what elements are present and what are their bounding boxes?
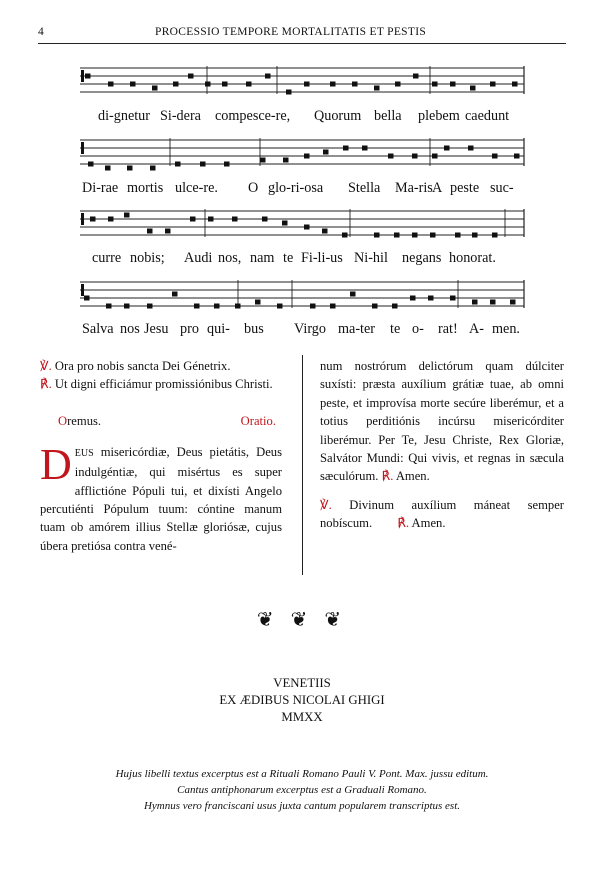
prayer-text: misericórdiæ, Deus pietátis, Deus indulgéntiæ, qui misértus es super afflictióne Pópuli tui, et dixísti Angelo percutiénti Pópulum tuum: cóntine manum tuam ob amórem illius Stellæ gloriósæ, cujus úbera pretiósa contra vené- xyxy=(40,444,282,553)
neume xyxy=(472,300,478,305)
neume xyxy=(310,304,316,309)
neume xyxy=(413,74,419,79)
colophon-line-3: Hymnus vero franciscani usus juxta cantum popularem transcriptus est. xyxy=(143,800,461,812)
neume xyxy=(85,74,91,79)
versicle-text: Ora pro nobis sancta Dei Génetrix. xyxy=(54,359,231,373)
neume xyxy=(510,300,516,305)
neume xyxy=(88,162,94,167)
neume xyxy=(430,233,436,238)
syllable: bella xyxy=(374,108,402,124)
oremus-initial: O xyxy=(58,413,68,428)
staff-4 xyxy=(80,280,524,309)
neume xyxy=(130,82,136,87)
neume xyxy=(232,217,238,222)
syllable: Virgo xyxy=(294,321,326,337)
final-amen: Amen. xyxy=(411,516,446,531)
fleuron-ornament: ❦ ❦ ❦ xyxy=(256,609,348,631)
versicle xyxy=(40,357,282,375)
neume xyxy=(147,229,153,234)
neume xyxy=(235,304,241,309)
response xyxy=(40,375,282,393)
syllable: Audi xyxy=(184,250,213,266)
syllable: honorat. xyxy=(449,250,496,266)
neume xyxy=(283,158,289,163)
neume xyxy=(432,82,438,87)
right-column xyxy=(320,357,564,533)
oremus-rest: remus. xyxy=(67,413,102,428)
neume xyxy=(428,296,434,301)
neume xyxy=(205,82,211,87)
colophon-line-2: Cantus antiphonarum excerptus est a Graduali Romano. xyxy=(177,784,427,796)
neume xyxy=(152,86,158,91)
neume xyxy=(374,86,380,91)
oremus-line xyxy=(40,412,282,430)
column-divider xyxy=(302,355,303,575)
syllable: nos, xyxy=(218,250,242,266)
neume xyxy=(322,229,328,234)
neume xyxy=(450,296,456,301)
neume xyxy=(512,82,518,87)
syllable: compesce-re, xyxy=(215,108,291,124)
neume xyxy=(362,146,368,151)
neume xyxy=(286,90,292,95)
imprint-city: VENETIIS xyxy=(273,676,331,690)
neume xyxy=(472,233,478,238)
syllable: rat! xyxy=(438,321,458,337)
neume xyxy=(470,86,476,91)
neume xyxy=(395,82,401,87)
imprint-press: EX ÆDIBUS NICOLAI GHIGI xyxy=(219,693,385,707)
neume xyxy=(90,217,96,222)
staff-2 xyxy=(80,138,524,171)
syllable: qui- xyxy=(207,321,230,337)
neume xyxy=(394,233,400,238)
neume xyxy=(450,82,456,87)
syllable: nobis; xyxy=(130,250,165,266)
neume xyxy=(492,154,498,159)
syllable: di-gnetur xyxy=(98,108,151,124)
syllable: Ni-hil xyxy=(354,250,388,266)
syllable: o- xyxy=(412,321,424,337)
neume xyxy=(468,146,474,151)
clef xyxy=(81,284,84,296)
music-staves xyxy=(0,0,604,345)
syllable: Salva xyxy=(82,321,114,337)
versicle-symbol: ℣. xyxy=(40,359,52,373)
neume xyxy=(194,304,200,309)
neume xyxy=(255,300,261,305)
neume xyxy=(410,296,416,301)
colophon-line-1: Hujus libelli textus excerptus est a Rituali Romano Pauli V. Pont. Max. jussu editum. xyxy=(115,768,489,780)
syllable: Quorum xyxy=(314,108,362,124)
syllable: caedunt xyxy=(465,108,510,124)
neume xyxy=(165,229,171,234)
neume xyxy=(84,296,90,301)
syllable: Si-dera xyxy=(160,108,201,124)
neume xyxy=(147,304,153,309)
clef xyxy=(81,70,84,82)
syllable: suc- xyxy=(490,180,514,196)
neume xyxy=(304,225,310,230)
syllable: bus xyxy=(244,321,264,337)
left-column xyxy=(40,357,282,555)
neume xyxy=(188,74,194,79)
neume xyxy=(412,233,418,238)
prayer-continued-text: num nostrórum delictórum quam dúlciter suxísti: præsta auxílium grátiæ tuae, ab omni peste, et improvísa morte secúre liberémur, et a totius perditiónis incúrsu misericórditer liberémur. Per Te, Jesu Christe, Rex Gloriæ, Salvátor Mundi: Qui vivis, et regnas in sæcula sæculórum. xyxy=(320,359,564,484)
neume xyxy=(342,233,348,238)
neume xyxy=(200,162,206,167)
drop-cap: D xyxy=(40,439,72,489)
syllable: Di-rae xyxy=(82,180,119,196)
response-symbol: ℟. xyxy=(381,469,394,484)
neume xyxy=(124,213,130,218)
neume xyxy=(514,154,520,159)
clef xyxy=(81,213,84,225)
neume xyxy=(105,166,111,171)
neume xyxy=(175,162,181,167)
neume xyxy=(108,217,114,222)
neume xyxy=(412,154,418,159)
syllable: A xyxy=(432,180,443,196)
syllable: Jesu xyxy=(144,321,169,337)
neume xyxy=(106,304,112,309)
response-text: Ut digni efficiámur promissiónibus Christi. xyxy=(54,377,273,392)
final-versicle xyxy=(320,496,564,533)
neume xyxy=(124,304,130,309)
neume xyxy=(444,146,450,151)
neume xyxy=(127,166,133,171)
response-symbol: ℟. xyxy=(40,377,52,392)
neume xyxy=(304,82,310,87)
syllable: glo-ri-osa xyxy=(268,180,324,196)
syllable: ma-ter xyxy=(338,321,376,337)
syllable: nos xyxy=(120,321,140,337)
prayer-continued xyxy=(320,357,564,486)
running-title: PROCESSIO TEMPORE MORTALITATIS ET PESTIS xyxy=(155,26,427,38)
neume xyxy=(350,292,356,297)
neume xyxy=(265,74,271,79)
syllable: Fi-li-us xyxy=(301,250,343,266)
syllable: te xyxy=(390,321,401,337)
syllable: men. xyxy=(492,321,520,337)
neume xyxy=(432,154,438,159)
neume xyxy=(282,221,288,226)
neume xyxy=(208,217,214,222)
syllable: curre xyxy=(92,250,122,266)
small-caps: EUS xyxy=(74,447,94,459)
neume xyxy=(262,217,268,222)
oremus xyxy=(58,412,101,430)
neume xyxy=(190,217,196,222)
syllable: nam xyxy=(250,250,275,266)
syllable: A- xyxy=(469,321,484,337)
neume xyxy=(372,304,378,309)
neume xyxy=(277,304,283,309)
neume xyxy=(172,292,178,297)
neume xyxy=(150,166,156,171)
syllable: te xyxy=(283,250,294,266)
final-versicle-text: Divinum auxílium máneat semper nobíscum. xyxy=(320,497,564,531)
syllable: Ma-ris xyxy=(395,180,433,196)
syllable: plebem xyxy=(418,108,460,124)
syllable: pro xyxy=(180,321,199,337)
syllable: negans xyxy=(402,250,442,266)
syllable: Stella xyxy=(348,180,381,196)
imprint-year: MMXX xyxy=(281,710,323,724)
neume xyxy=(455,233,461,238)
neume xyxy=(352,82,358,87)
neume xyxy=(260,158,266,163)
staff-1 xyxy=(80,66,524,95)
neume xyxy=(492,233,498,238)
clef xyxy=(81,142,84,154)
page-number: 4 xyxy=(38,26,45,38)
versicle-symbol: ℣. xyxy=(320,497,332,512)
prayer xyxy=(40,439,282,555)
neume xyxy=(392,304,398,309)
neume xyxy=(304,154,310,159)
syllable: mortis xyxy=(127,180,164,196)
neume xyxy=(173,82,179,87)
neume xyxy=(490,82,496,87)
neume xyxy=(330,82,336,87)
neume xyxy=(214,304,220,309)
neume xyxy=(490,300,496,305)
neume xyxy=(222,82,228,87)
neume xyxy=(388,154,394,159)
syllable: peste xyxy=(450,180,480,196)
neume xyxy=(246,82,252,87)
staff-3 xyxy=(80,209,524,238)
syllable: O xyxy=(248,180,259,196)
syllable: ulce-re. xyxy=(175,180,218,196)
neume xyxy=(330,304,336,309)
neume xyxy=(374,233,380,238)
neume xyxy=(224,162,230,167)
response-symbol: ℟. xyxy=(397,516,410,531)
neume xyxy=(323,150,329,155)
neume xyxy=(108,82,114,87)
neume xyxy=(343,146,349,151)
amen: Amen. xyxy=(395,469,430,484)
oratio-label: Oratio. xyxy=(240,413,276,428)
